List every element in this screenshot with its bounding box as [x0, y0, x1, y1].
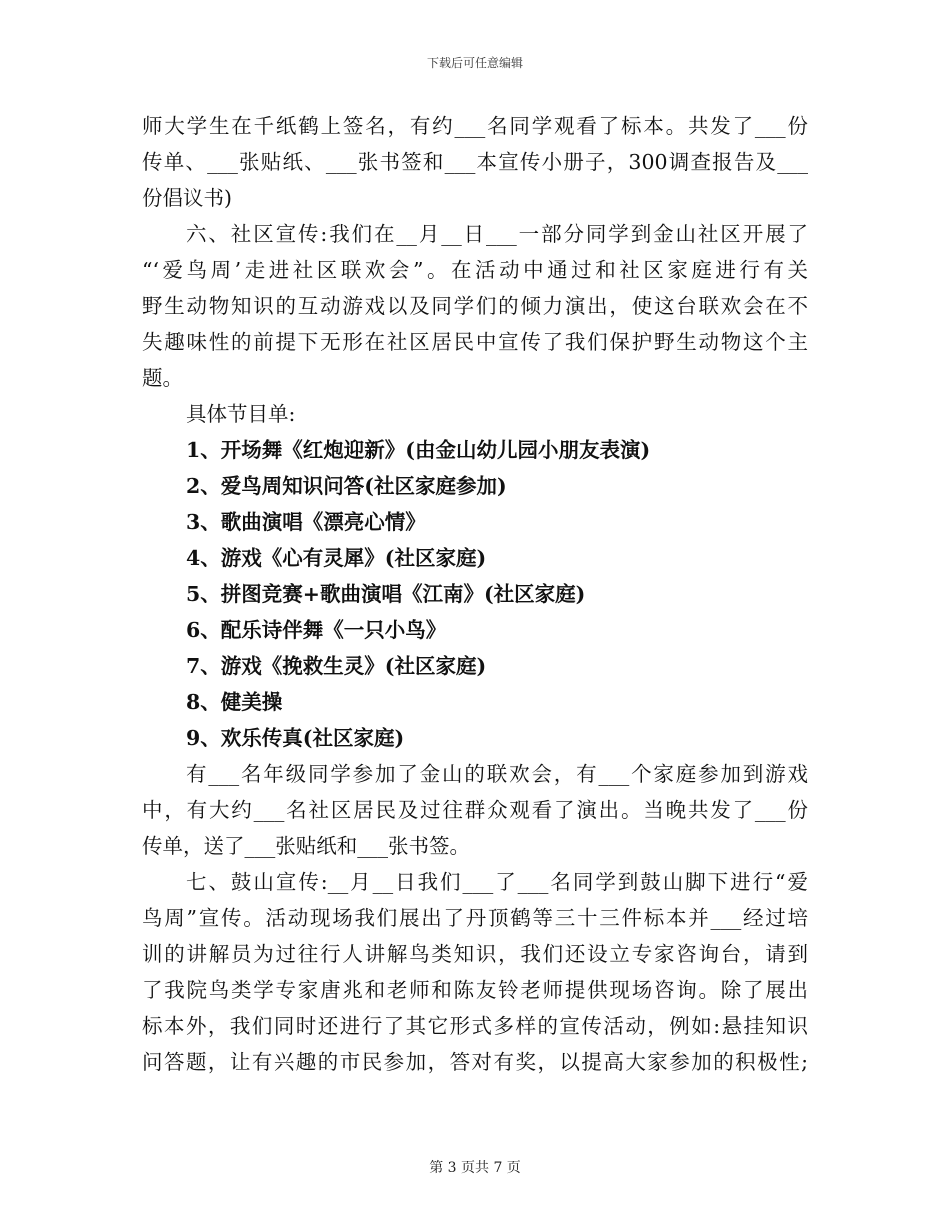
section-heading-line: 七、鼓山宣传:__月__日我们___了___名同学到鼓山脚下进行“爱: [186, 870, 808, 894]
text-line: 野生动物知识的互动游戏以及同学们的倾力演出，使这台联欢会在不: [142, 294, 808, 318]
text-line: 传单、___张贴纸、___张书签和___本宣传小册子，300调查报告及___: [142, 150, 808, 174]
text-line: 传单，送了___张贴纸和___张书签。: [142, 834, 470, 858]
text-line: 题。: [142, 366, 183, 390]
section-heading-line: 六、社区宣传:我们在__月__日___一部分同学到金山社区开展了: [186, 222, 808, 246]
program-item: 6、配乐诗伴舞《一只小鸟》: [186, 618, 447, 642]
program-item: 9、欢乐传真(社区家庭): [186, 726, 405, 750]
text-line: “‘爱鸟周’走进社区联欢会”。在活动中通过和社区家庭进行有关: [142, 258, 808, 282]
text-line: 问答题，让有兴趣的市民参加，答对有奖，以提高大家参加的积极性;: [142, 1050, 808, 1074]
program-item: 3、歌曲演唱《漂亮心情》: [186, 510, 426, 534]
text-line: 了我院鸟类学专家唐兆和老师和陈友铃老师提供现场咨询。除了展出: [142, 978, 808, 1002]
text-line: 标本外，我们同时还进行了其它形式多样的宣传活动，例如:悬挂知识: [142, 1014, 808, 1038]
page-header: 下载后可任意编辑: [426, 56, 523, 70]
program-item: 4、游戏《心有灵犀》(社区家庭): [186, 546, 487, 570]
page-footer: 第 3 页共 7 页: [429, 1160, 521, 1176]
text-line: 训的讲解员为过往行人讲解鸟类知识，我们还设立专家咨询台，请到: [142, 942, 808, 966]
program-item: 7、游戏《挽救生灵》(社区家庭): [186, 654, 487, 678]
program-item: 2、爱鸟周知识问答(社区家庭参加): [186, 474, 507, 498]
program-item: 5、拼图竞赛+歌曲演唱《江南》(社区家庭): [186, 582, 586, 606]
text-line: 有___名年级同学参加了金山的联欢会，有___个家庭参加到游戏: [186, 762, 808, 786]
text-line: 鸟周”宣传。活动现场我们展出了丹顶鹤等三十三件标本并___经过培: [142, 906, 808, 930]
text-line: 份倡议书): [142, 186, 232, 210]
text-line: 失趣味性的前提下无形在社区居民中宣传了我们保护野生动物这个主: [142, 330, 808, 354]
document-body: [142, 108, 808, 1080]
text-line: 中，有大约___名社区居民及过往群众观看了演出。当晚共发了___份: [142, 798, 808, 822]
program-list-title: 具体节目单:: [186, 402, 296, 426]
program-item: 8、健美操: [186, 690, 283, 714]
program-item: 1、开场舞《红炮迎新》(由金山幼儿园小朋友表演): [186, 438, 651, 462]
text-line: 师大学生在千纸鹤上签名，有约___名同学观看了标本。共发了___份: [142, 114, 808, 138]
